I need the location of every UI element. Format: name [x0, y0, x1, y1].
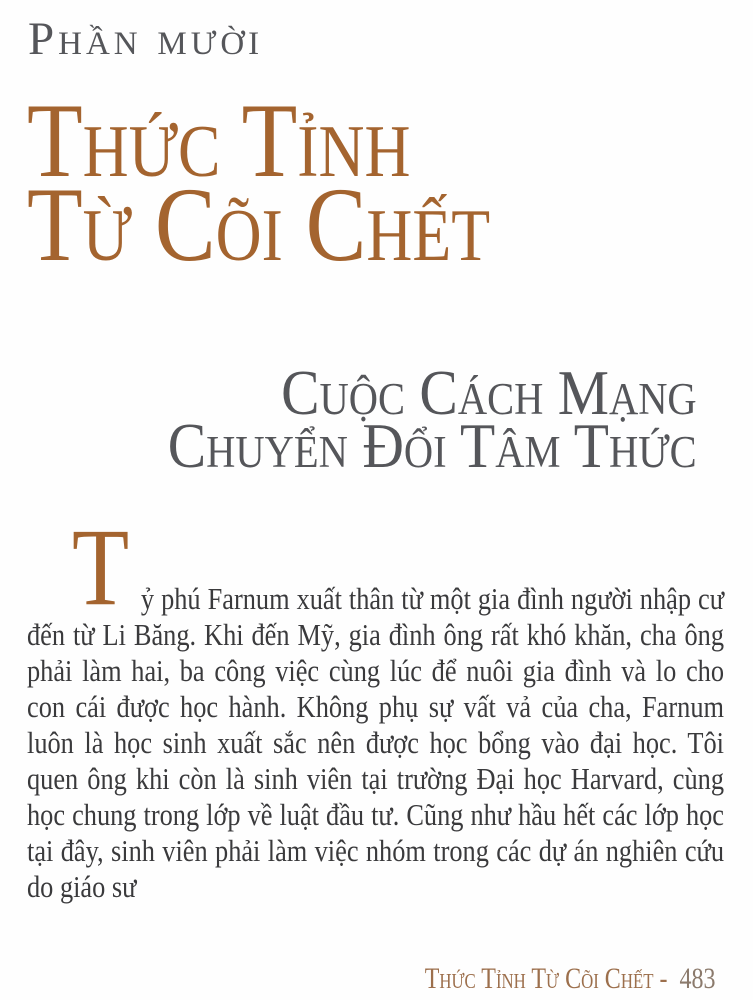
- part-label: Phần mười: [28, 13, 264, 65]
- running-title: Thức Tỉnh Từ Cõi Chết -: [424, 962, 667, 995]
- page-number: 483: [679, 962, 715, 995]
- dropcap-letter: T: [72, 506, 130, 628]
- first-paragraph: [27, 506, 724, 905]
- section-subtitle-line2: Chuyển Đổi Tâm Thức: [168, 410, 697, 481]
- chapter-title-line2: Từ Cõi Chết: [27, 166, 491, 283]
- chapter-title: [27, 82, 491, 283]
- page-footer: [424, 964, 715, 994]
- paragraph-text: ỷ phú Farnum xuất thân từ một gia đình người nhập cư đến từ Li Băng. Khi đến Mỹ, gia đình ông rất khó khăn, cha ông phải làm hai, ba công việc cùng lúc để nuôi gia đình và lo cho con cái được học hành. Không phụ sự vất vả của cha, Farnum luôn là học sinh xuất sắc nên được học bổng vào đại học. Tôi quen ông khi còn là sinh viên tại trường Đại học Harvard, cùng học chung trong lớp về luật đầu tư. Cũng như hầu hết các lớp học tại đây, sinh viên phải làm việc nhóm trong các dự án nghiên cứu do giáo sư: [27, 581, 724, 904]
- section-subtitle-line1: Cuộc Cách Mạng: [281, 357, 697, 428]
- chapter-title-line1: Thức Tỉnh: [27, 82, 411, 199]
- section-subtitle: [168, 357, 697, 481]
